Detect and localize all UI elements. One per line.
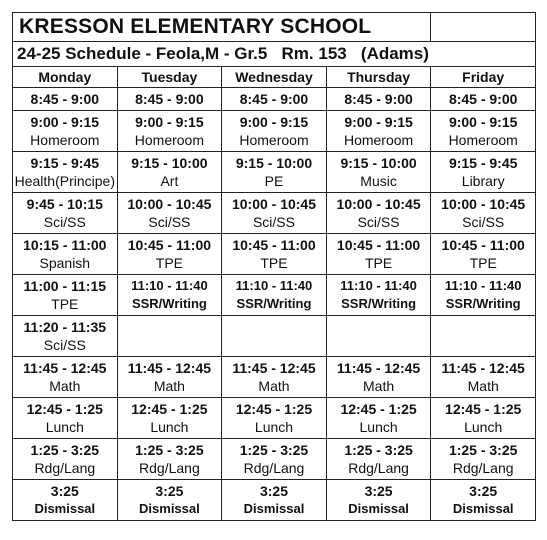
slot-time: 12:45 - 1:25 (26, 401, 103, 417)
slot-thursday (326, 275, 431, 316)
slot-activity: Dismissal (34, 501, 96, 516)
slot-friday (431, 111, 536, 152)
slot-activity: Homeroom (239, 132, 309, 148)
slot-activity: Rdg/Lang (139, 460, 200, 476)
slot-tuesday (117, 439, 222, 480)
slot-tuesday (117, 234, 222, 275)
schedule-row (13, 480, 536, 521)
slot-friday (431, 398, 536, 439)
slot-activity: Lunch (150, 419, 189, 435)
slot-monday (13, 193, 118, 234)
slot-activity: Rdg/Lang (452, 460, 514, 476)
slot-activity: Rdg/Lang (243, 460, 305, 476)
slot-activity: Homeroom (343, 132, 414, 148)
day-header-thursday: Thursday (326, 67, 431, 88)
slot-thursday (326, 357, 431, 398)
slot-time: 9:15 - 10:00 (131, 155, 208, 171)
slot-thursday (326, 193, 431, 234)
slot-time: 11:10 - 11:40 (131, 278, 208, 293)
slot-friday (431, 234, 536, 275)
slot-thursday (326, 398, 431, 439)
slot-time: 10:00 - 10:45 (231, 196, 317, 212)
slot-wednesday (222, 111, 327, 152)
slot-activity: Math (363, 378, 395, 394)
slot-wednesday (222, 357, 327, 398)
school-title: KRESSON ELEMENTARY SCHOOL (13, 13, 431, 42)
title-blank-cell (431, 13, 536, 42)
slot-monday (13, 234, 118, 275)
slot-friday (431, 357, 536, 398)
slot-monday (13, 480, 118, 521)
schedule-row (13, 398, 536, 439)
slot-monday (13, 316, 118, 357)
slot-time: 11:00 - 11:15 (23, 278, 107, 294)
slot-activity: Music (360, 173, 397, 189)
slot-time: 8:45 - 9:00 (344, 91, 413, 107)
slot-activity: Homeroom (448, 132, 518, 148)
slot-time: 1:25 - 3:25 (30, 442, 100, 458)
slot-activity: Art (160, 173, 179, 189)
slot-activity: Rdg/Lang (34, 460, 96, 476)
slot-time: 11:45 - 12:45 (23, 360, 107, 376)
slot-wednesday (222, 234, 327, 275)
slot-wednesday (222, 88, 327, 111)
slot-time: 11:45 - 12:45 (336, 360, 421, 376)
slot-time: 9:00 - 9:15 (30, 114, 100, 130)
slot-time: 12:45 - 1:25 (235, 401, 313, 417)
slot-tuesday (117, 88, 222, 111)
slot-time: 1:25 - 3:25 (239, 442, 309, 458)
slot-thursday (326, 88, 431, 111)
slot-activity: TPE (364, 255, 393, 271)
slot-time: 1:25 - 3:25 (135, 442, 204, 458)
slot-activity: Lunch (45, 419, 84, 435)
slot-time: 10:45 - 11:00 (127, 237, 212, 253)
slot-time: 9:00 - 9:15 (135, 114, 204, 130)
slot-time: 3:25 (259, 483, 288, 499)
slot-activity: TPE (260, 255, 288, 271)
slot-activity: Homeroom (134, 132, 205, 148)
slot-time: 10:00 - 10:45 (441, 196, 526, 212)
slot-time: 11:10 - 11:40 (235, 278, 313, 293)
slot-tuesday (117, 152, 222, 193)
schedule-subtitle-text: 24-25 Schedule - Feola,M - Gr.5 Rm. 153 (Adams) (17, 44, 429, 63)
slot-thursday (326, 111, 431, 152)
schedule-sheet (12, 12, 536, 521)
slot-activity: Sci/SS (43, 214, 86, 230)
slot-activity: Homeroom (30, 132, 100, 148)
slot-activity: SSR/Writing (236, 296, 312, 311)
slot-activity: Lunch (254, 419, 294, 435)
title-row (13, 13, 536, 42)
slot-activity: Math (153, 378, 185, 394)
slot-friday (431, 193, 536, 234)
slot-activity: TPE (469, 255, 497, 271)
slot-activity: Sci/SS (43, 337, 86, 353)
slot-time: 9:00 - 9:15 (344, 114, 413, 130)
slot-wednesday (222, 439, 327, 480)
slot-wednesday (222, 316, 327, 357)
slot-activity: Dismissal (452, 501, 514, 516)
slot-tuesday (117, 316, 222, 357)
slot-time: 8:45 - 9:00 (135, 91, 204, 107)
slot-time: 10:00 - 10:45 (127, 196, 212, 212)
day-header-friday: Friday (431, 67, 536, 88)
slot-time: 8:45 - 9:00 (239, 91, 309, 107)
subtitle-row (13, 42, 536, 67)
slot-thursday (326, 316, 431, 357)
slot-time: 9:15 - 9:45 (30, 155, 100, 171)
schedule-row (13, 357, 536, 398)
slot-friday (431, 275, 536, 316)
slot-activity: TPE (155, 255, 183, 271)
slot-activity: Math (258, 378, 290, 394)
slot-activity: SSR/Writing (341, 296, 417, 311)
schedule-row (13, 111, 536, 152)
slot-activity: Rdg/Lang (348, 460, 409, 476)
slot-time: 9:15 - 10:00 (340, 155, 417, 171)
slot-activity: PE (264, 173, 284, 189)
slot-time: 9:45 - 10:15 (26, 196, 103, 212)
slot-time: 1:25 - 3:25 (344, 442, 413, 458)
slot-activity: SSR/Writing (445, 296, 521, 311)
slot-time: 10:45 - 11:00 (441, 237, 525, 253)
slot-tuesday (117, 193, 222, 234)
slot-tuesday (117, 275, 222, 316)
slot-time: 10:45 - 11:00 (232, 237, 316, 253)
slot-friday (431, 316, 536, 357)
slot-activity: Lunch (464, 419, 503, 435)
slot-wednesday (222, 398, 327, 439)
slot-time: 11:45 - 12:45 (127, 360, 212, 376)
slot-time: 9:15 - 9:45 (448, 155, 518, 171)
schedule-table (12, 12, 536, 521)
slot-time: 3:25 (364, 483, 393, 499)
slot-time: 9:00 - 9:15 (239, 114, 309, 130)
slot-activity: Dismissal (348, 501, 409, 516)
schedule-subtitle (13, 42, 536, 67)
slot-time: 11:45 - 12:45 (441, 360, 525, 376)
slot-wednesday (222, 480, 327, 521)
slot-activity: Dismissal (243, 501, 305, 516)
slot-time: 12:45 - 1:25 (340, 401, 417, 417)
slot-time: 1:25 - 3:25 (448, 442, 518, 458)
slot-tuesday (117, 111, 222, 152)
slot-thursday (326, 152, 431, 193)
day-header-tuesday: Tuesday (117, 67, 222, 88)
schedule-row (13, 152, 536, 193)
slot-time: 11:10 - 11:40 (340, 278, 417, 293)
slot-friday (431, 439, 536, 480)
slot-activity: Lunch (359, 419, 398, 435)
slot-time: 8:45 - 9:00 (30, 91, 100, 107)
slot-time: 11:20 - 11:35 (23, 319, 107, 335)
schedule-row (13, 316, 536, 357)
slot-activity: Sci/SS (148, 214, 191, 230)
slot-activity: Spanish (39, 255, 91, 271)
slot-time: 9:15 - 10:00 (235, 155, 313, 171)
slot-time: 3:25 (50, 483, 79, 499)
slot-time: 11:10 - 11:40 (444, 278, 522, 293)
day-header-wednesday: Wednesday (222, 67, 327, 88)
slot-monday (13, 152, 118, 193)
slot-time: 3:25 (155, 483, 184, 499)
slot-activity: SSR/Writing (131, 296, 207, 311)
slot-time: 10:45 - 11:00 (336, 237, 421, 253)
slot-monday (13, 439, 118, 480)
slot-tuesday (117, 357, 222, 398)
schedule-row (13, 234, 536, 275)
slot-monday (13, 88, 118, 111)
slot-friday (431, 480, 536, 521)
day-header-row (13, 67, 536, 88)
slot-wednesday (222, 152, 327, 193)
slot-thursday (326, 234, 431, 275)
slot-activity: Dismissal (139, 501, 200, 516)
slot-activity: TPE (51, 296, 79, 312)
slot-activity: Sci/SS (252, 214, 295, 230)
slot-monday (13, 357, 118, 398)
slot-monday (13, 398, 118, 439)
slot-friday (431, 152, 536, 193)
slot-tuesday (117, 480, 222, 521)
slot-tuesday (117, 398, 222, 439)
slot-activity: Math (49, 378, 81, 394)
day-header-monday: Monday (13, 67, 118, 88)
slot-friday (431, 88, 536, 111)
slot-activity: Library (461, 173, 505, 189)
slot-time: 10:15 - 11:00 (23, 237, 107, 253)
slot-thursday (326, 439, 431, 480)
schedule-row (13, 193, 536, 234)
slot-time: 9:00 - 9:15 (448, 114, 518, 130)
slot-monday (13, 275, 118, 316)
schedule-row (13, 88, 536, 111)
slot-activity: Math (467, 378, 499, 394)
schedule-row (13, 275, 536, 316)
schedule-row (13, 439, 536, 480)
slot-time: 3:25 (469, 483, 498, 499)
slot-time: 12:45 - 1:25 (445, 401, 522, 417)
slot-time: 12:45 - 1:25 (131, 401, 208, 417)
slot-thursday (326, 480, 431, 521)
slot-activity: Sci/SS (357, 214, 400, 230)
slot-time: 8:45 - 9:00 (448, 91, 518, 107)
slot-wednesday (222, 275, 327, 316)
slot-monday (13, 111, 118, 152)
slot-activity: Sci/SS (462, 214, 505, 230)
slot-activity: Health(Principe) (14, 173, 115, 189)
slot-wednesday (222, 193, 327, 234)
slot-time: 11:45 - 12:45 (232, 360, 316, 376)
slot-time: 10:00 - 10:45 (336, 196, 421, 212)
